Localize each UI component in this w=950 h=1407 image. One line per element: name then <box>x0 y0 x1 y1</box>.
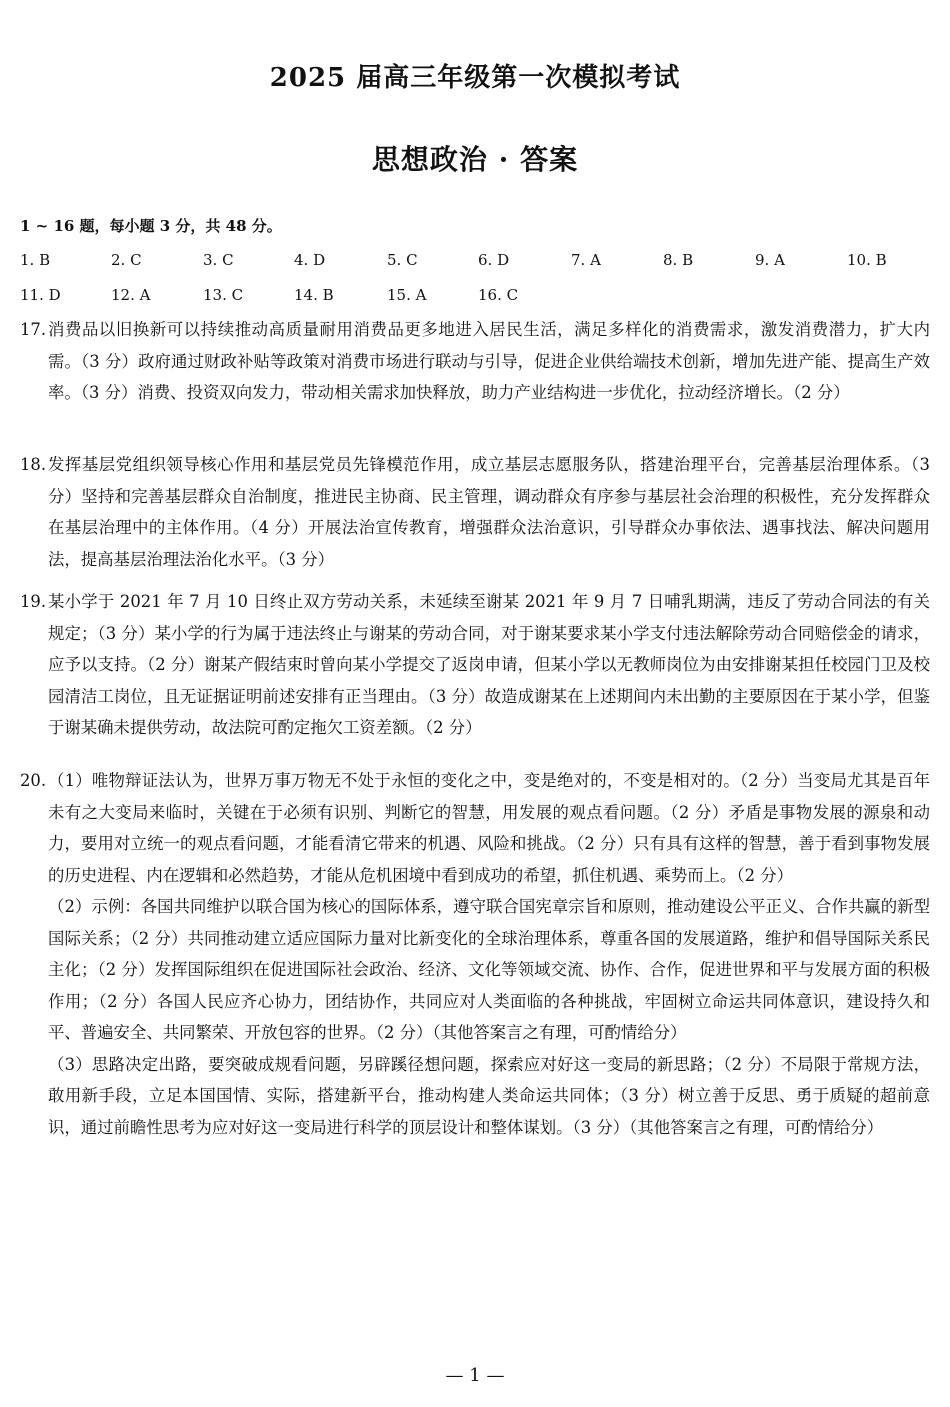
answer-item: 13. C <box>203 286 244 304</box>
answer-item: 14. B <box>294 286 334 304</box>
answer-item: 1. B <box>20 251 51 269</box>
subject-title: 思想政治 · 答案 <box>371 143 579 176</box>
answer-item: 4. D <box>294 251 326 269</box>
question-answer-text: 发挥基层党组织领导核心作用和基层党员先锋模范作用，成立基层志愿服务队，搭建治理平台，完善基层治理体系。（3 分）坚持和完善基层群众自治制度，推进民主协商、民主管理，调动群众有序参与基层社会治理的积极性，充分发挥群众在基层治理中的主体作用。（4 分）开展法治宣传教育，增强群众法治意识，引导群众办事依法、遇事找法、解决问题用法，提高基层治理法治化水平。（3 分） <box>48 455 930 569</box>
answer-item: 7. A <box>571 251 601 269</box>
answer-item: 16. C <box>478 286 519 304</box>
question-20-part-1: （1）唯物辩证法认为，世界万事万物无不处于永恒的变化之中，变是绝对的，不变是相对的。（2 分）当变局尤其是百年未有之大变局来临时，关键在于必须有识别、判断它的智慧，用发展的观点看问题。（2 分）矛盾是事物发展的源泉和动力，要用对立统一的观点看问题，才能看清它带来的机遇、风险和挑战。（2 分）只有具有这样的智慧，善于看到事物发展的历史进程、内在逻辑和必然趋势，才能从危机困境中看到成功的希望，抓住机遇、乘势而上。（2 分） <box>48 771 930 885</box>
answer-item: 5. C <box>387 251 418 269</box>
answer-item: 11. D <box>20 286 61 304</box>
answer-item: 10. B <box>847 251 887 269</box>
question-number: 18. <box>20 455 47 474</box>
answer-item: 9. A <box>755 251 785 269</box>
question-20 <box>20 765 930 1143</box>
question-20-part-3: （3）思路决定出路，要突破成规看问题，另辟蹊径想问题，探索应对好这一变局的新思路；（2 分）不局限于常规方法，敢用新手段，立足本国国情、实际，搭建新平台，推动构建人类命运共同体；（3 分）树立善于反思、勇于质疑的超前意识，通过前瞻性思考为应对好这一变局进行科学的顶层设计和整体谋划。（3 分）（其他答案言之有理，可酌情给分） <box>48 1054 930 1137</box>
answer-item: 8. B <box>663 251 694 269</box>
question-18 <box>20 449 930 575</box>
answer-item: 6. D <box>478 251 510 269</box>
page-number: — 1 — <box>445 1365 505 1386</box>
answer-item: 2. C <box>111 251 142 269</box>
multiple-choice-instructions: 1 ~ 16 题，每小题 3 分，共 48 分。 <box>20 217 282 235</box>
question-number: 20. <box>20 771 47 790</box>
question-19 <box>20 586 930 744</box>
question-number: 17. <box>20 320 47 339</box>
answer-item: 12. A <box>111 286 151 304</box>
question-17 <box>20 314 930 409</box>
answer-item: 15. A <box>387 286 427 304</box>
question-answer-text: 某小学于 2021 年 7 月 10 日终止双方劳动关系，未延续至谢某 2021 年 9 月 7 日哺乳期满，违反了劳动合同法的有关规定；（3 分）某小学的行为属于违法终止与谢某的劳动合同，对于谢某要求某小学支付违法解除劳动合同赔偿金的请求，应予以支持。（2 分）谢某产假结束时曾向某小学提交了返岗申请，但某小学以无教师岗位为由安排谢某担任校园门卫及校园清洁工岗位，且无证据证明前述安排有正当理由。（3 分）故造成谢某在上述期间内未出勤的主要原因在于某小学，但鉴于谢某确未提供劳动，故法院可酌定拖欠工资差额。（2 分） <box>48 592 930 737</box>
question-20-part-2: （2）示例：各国共同维护以联合国为核心的国际体系，遵守联合国宪章宗旨和原则，推动建设公平正义、合作共赢的新型国际关系；（2 分）共同推动建立适应国际力量对比新变化的全球治理体系，尊重各国的发展道路，维护和倡导国际关系民主化；（2 分）发挥国际组织在促进国际社会政治、经济、文化等领域交流、协作、合作，促进世界和平与发展方面的积极作用；（2 分）各国人民应齐心协力，团结协作，共同应对人类面临的各种挑战，牢固树立命运共同体意识，建设持久和平、普遍安全、共同繁荣、开放包容的世界。（2 分）（其他答案言之有理，可酌情给分） <box>48 897 930 1042</box>
exam-title: 2025 届高三年级第一次模拟考试 <box>269 63 681 93</box>
answer-item: 3. C <box>203 251 234 269</box>
question-number: 19. <box>20 592 47 611</box>
question-answer-text: 消费品以旧换新可以持续推动高质量耐用消费品更多地进入居民生活，满足多样化的消费需求，激发消费潜力，扩大内需。（3 分）政府通过财政补贴等政策对消费市场进行联动与引导，促进企业供给端技术创新，增加先进产能、提高生产效率。（3 分）消费、投资双向发力，带动相关需求加快释放，助力产业结构进一步优化，拉动经济增长。（2 分） <box>48 320 930 402</box>
